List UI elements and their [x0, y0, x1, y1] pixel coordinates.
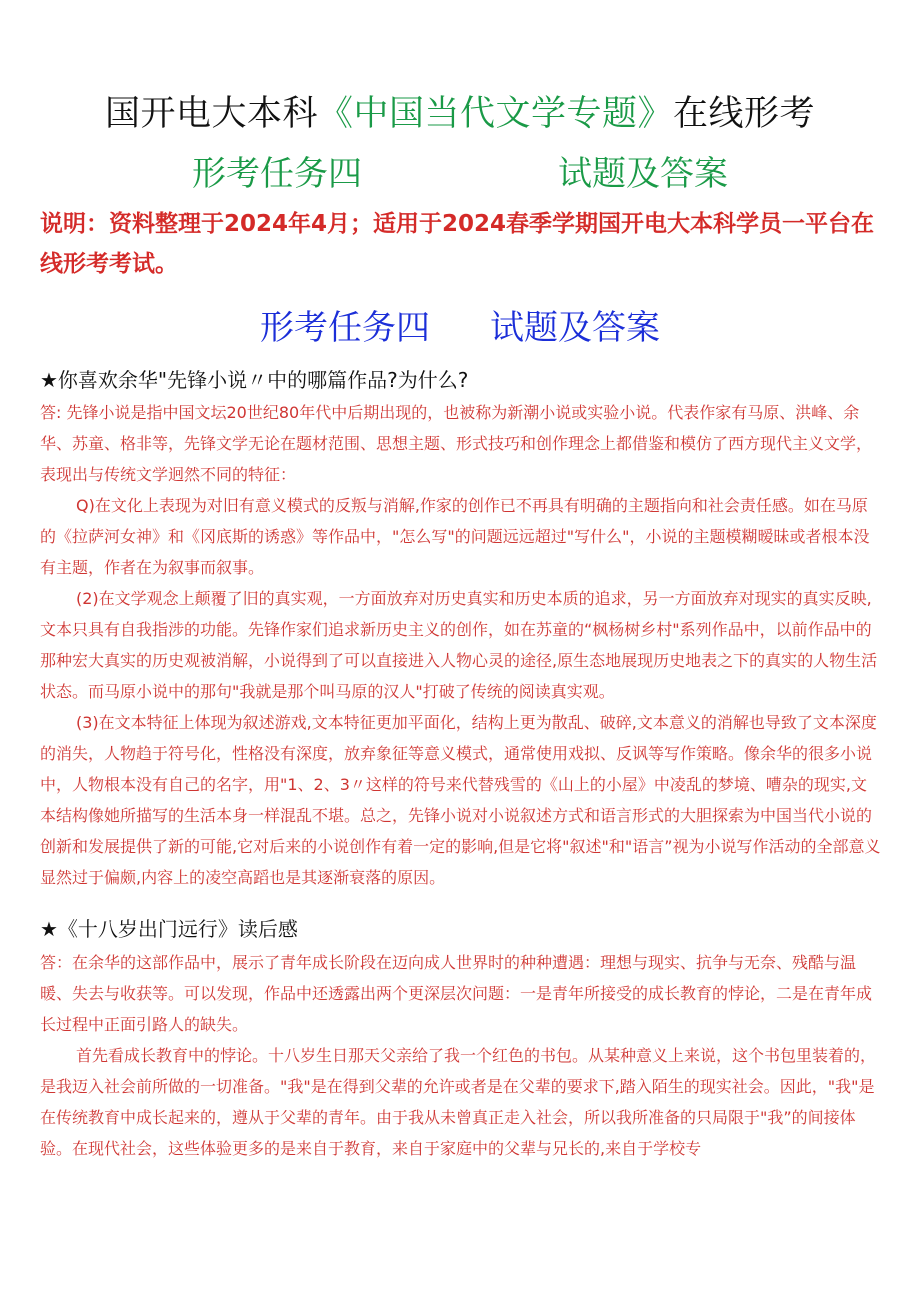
answer-1	[40, 397, 882, 893]
answer-2-intro: 答：在余华的这部作品中，展示了青年成长阶段在迈向成人世界时的种种遭遇：理想与现实、抗争与无奈、残酷与温暖、失去与收获等。可以发现，作品中还透露出两个更深层次问题：一是青年所接受的成长教育的悖论，二是在青年成长过程中正面引路人的缺失。	[40, 953, 873, 1034]
document-title	[0, 92, 920, 136]
question-1: ★你喜欢余华"先锋小说〃中的哪篇作品?为什么?	[40, 368, 469, 392]
title-prefix: 国开电大本科	[104, 94, 318, 134]
answer-1-intro: 答: 先锋小说是指中国文坛20世纪80年代中后期出现的，也被称为新潮小说或实验小说。代表作家有马原、洪峰、余华、苏童、格非等，先锋文学无论在题材范围、思想主题、形式技巧和创作理念上都借鉴和模仿了西方现代主义文学，表现出与传统文学迥然不同的特征：	[40, 403, 873, 484]
answer-1-point-3: (3)在文本特征上体现为叙述游戏,文本特征更加平面化，结构上更为散乱、破碎,文本意义的消解也导致了文本深度的消失，人物趋于符号化，性格没有深度，放弃象征等意义模式，通常使用戏拟、反讽等写作策略。像余华的很多小说中，人物根本没有自己的名字，用"1、2、3〃这样的符号来代替残雪的《山上的小屋》中凌乱的梦境、嘈杂的现实,文本结构像她所描写的生活本身一样混乱不堪。总之，先锋小说对小说叙述方式和语言形式的大胆探索为中国当代小说的创新和发展提供了新的可能,它对后来的小说创作有着一定的影响,但是它将"叙述"和"语言”视为小说写作活动的全部意义显然过于偏颇,内容上的凌空高蹈也是其逐渐衰落的原因。	[40, 713, 881, 887]
section-heading-task: 形考任务四	[260, 308, 430, 348]
answer-1-point-2: (2)在文学观念上颠覆了旧的真实观，一方面放弃对历史真实和历史本质的追求，另一方面放弃对现实的真实反映,文本只具有自我指涉的功能。先锋作家们追求新历史主义的创作，如在苏童的“枫杨树乡村"系列作品中，以前作品中的那种宏大真实的历史观被消解，小说得到了可以直接进入人物心灵的途径,原生态地展现历史地表之下的真实的人物生活状态。而马原小说中的那句"我就是那个叫马原的汉人"打破了传统的阅读真实观。	[40, 589, 878, 701]
answer-1-point-1: Q)在文化上表现为对旧有意义模式的反叛与消解,作家的创作已不再具有明确的主题指向和社会责任感。如在马原的《拉萨河女神》和《冈底斯的诱惑》等作品中，"怎么写"的问题远远超过"写什么"，小说的主题模糊暧昧或者根本没有主题，作者在为叙事而叙事。	[40, 496, 870, 577]
question-2: ★《十八岁出门远行》读后感	[40, 917, 298, 941]
subtitle-task: 形考任务四	[192, 154, 362, 194]
answer-2	[40, 947, 882, 1164]
section-heading	[0, 306, 920, 350]
answer-2-paragraph-1: 首先看成长教育中的悖论。十八岁生日那天父亲给了我一个红色的书包。从某种意义上来说，这个书包里装着的，是我迈入社会前所做的一切准备。"我"是在得到父辈的允许或者是在父辈的要求下,踏入陌生的现实社会。因此，"我"是在传统教育中成长起来的，遵从于父辈的青年。由于我从未曾真正走入社会，所以我所准备的只局限于"我”的间接体验。在现代社会，这些体验更多的是来自于教育，来自于家庭中的父辈与兄长的,来自于学校专	[40, 1046, 877, 1158]
title-suffix: 在线形考	[673, 94, 816, 134]
title-course-name: 《中国当代文学专题》	[317, 94, 673, 134]
subtitle-answers: 试题及答案	[558, 154, 728, 194]
section-heading-answers: 试题及答案	[490, 308, 660, 348]
description-note: 说明：资料整理于2024年4月；适用于2024春季学期国开电大本科学员一平台在线形考考试。	[40, 211, 875, 277]
